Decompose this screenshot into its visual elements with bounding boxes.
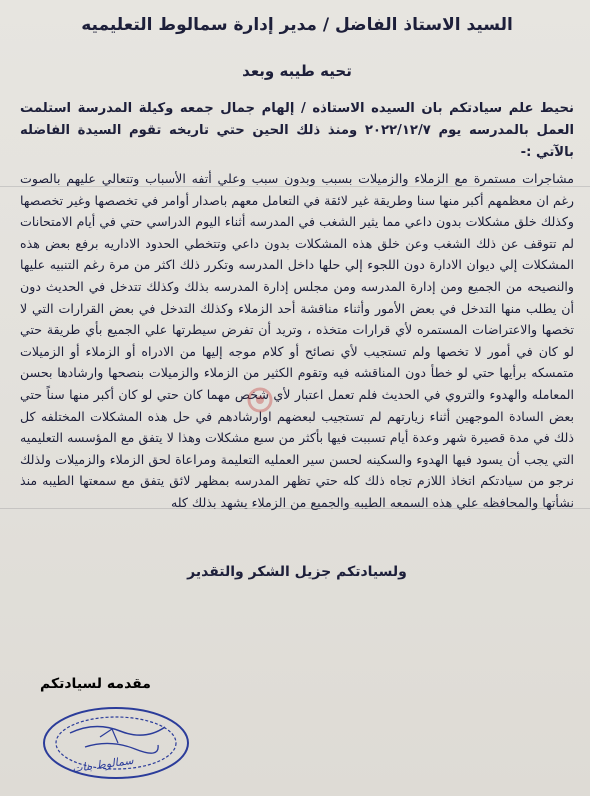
submitted-by-label: مقدمه لسيادتكم: [40, 676, 151, 692]
stamp-text: سمالوط بنات: [71, 753, 135, 776]
letter-intro: نحيط علم سيادتكم بان السيده الاستاذه / إلهام جمال جمعه وكيلة المدرسة استلمت العمل بالمدرسه يوم ٢٠٢٢/١٢/٧ ومنذ ذلك الحين حتي تاريخه تقوم السيدة الفاضله بالآتي :-: [20, 101, 574, 160]
paper-fold-line: [0, 508, 590, 509]
letter-body: مشاجرات مستمرة مع الزملاء والزميلات بسبب وبدون سبب وعلي أتفه الأسباب وتتعالي عليهم بالصوت رغم ان معظمهم أكبر منها سنا وطريقة غير لائقة في التعامل معهم باصدار أوامر في تخصصها وغير تخصصها وكذلك خلق مشكلات بدون داعي مما يثير الشغب في المدرسه أثناء اليوم الدراسي حتي في أيام الامتحانات لم تتوقف عن ذلك الشغب وعن خلق هذه المشكلات بدون داعي وتتخطي الحدود الاداريه برفع بعض هذه المشكلات إلي ديوان الادارة دون اللجوء إلي حلها داخل المدرسه وتكرر ذلك اكثر من مرة رغم التنبيه عليها والنصيحه من الجميع ومن إدارة المدرسه ومن مجلس إدارة المدرسه بذلك وكذلك تتدخل في الحديث دون أن يطلب منها التدخل في بعض الأمور وأثناء مناقشة أحد الزملاء وكذلك التدخل في بعض القرارات التي لا تخصها والاعتراضات المستمره لأي قرارات متخذه ، وتريد أن تفرض سيطرتها علي الجميع بأي طريقة حتي لو كان في أمور لا تخصها ولم تستجيب لأي نصائح أو كلام موجه إليها من الادراه أو الزملاء أو الزميلات متمسكه برأيها حتي لو خطأ دون المناقشه فيه وتقوم الكثير من الزملاء والزميلات بنصحها وارشادها بحسن المعامله والهدوء والتروي في الحديث فلم تعمل اعتبار لأي شخص مهما كان حتي لو كان أكبر منها سناً حتي بعض السادة الموجهين أثناء زيارتهم لم تستجيب لبعضهم اوارشادهم في حل هذه المشكلات المختلفه كل ذلك في مدة قصيرة شهر وعدة أيام تسببت فيها بأكثر من سبع مشكلات وهذا لا يتفق مع المؤسسه التعليميه التي يجب أن يسود فيها الهدوء والسكينه لحسن سير العمليه التعليمة ومراعاة لحق الزملاء والزميلات ولذلك نرجو من سيادتكم اتخاذ اللازم تجاه ذلك كله حتي تظهر المدرسه بمظهر لائق يتفق مع سمعتها الطيبه منذ نشأتها والمحافظه علي هذه السمعه الطيبه والجميع من الزملاء يشهد بذلك كله: [20, 171, 574, 510]
letter-greeting: تحيه طيبه وبعد: [242, 62, 352, 80]
paper-fold-line: [0, 186, 590, 187]
letter-thanks: ولسيادتكم جزيل الشكر والتقدير: [187, 563, 407, 580]
watermark-logo: [220, 380, 300, 420]
letter-heading: السيد الاستاذ الفاضل / مدير إدارة سمالوط التعليميه: [81, 15, 513, 35]
official-stamp: [40, 703, 192, 783]
